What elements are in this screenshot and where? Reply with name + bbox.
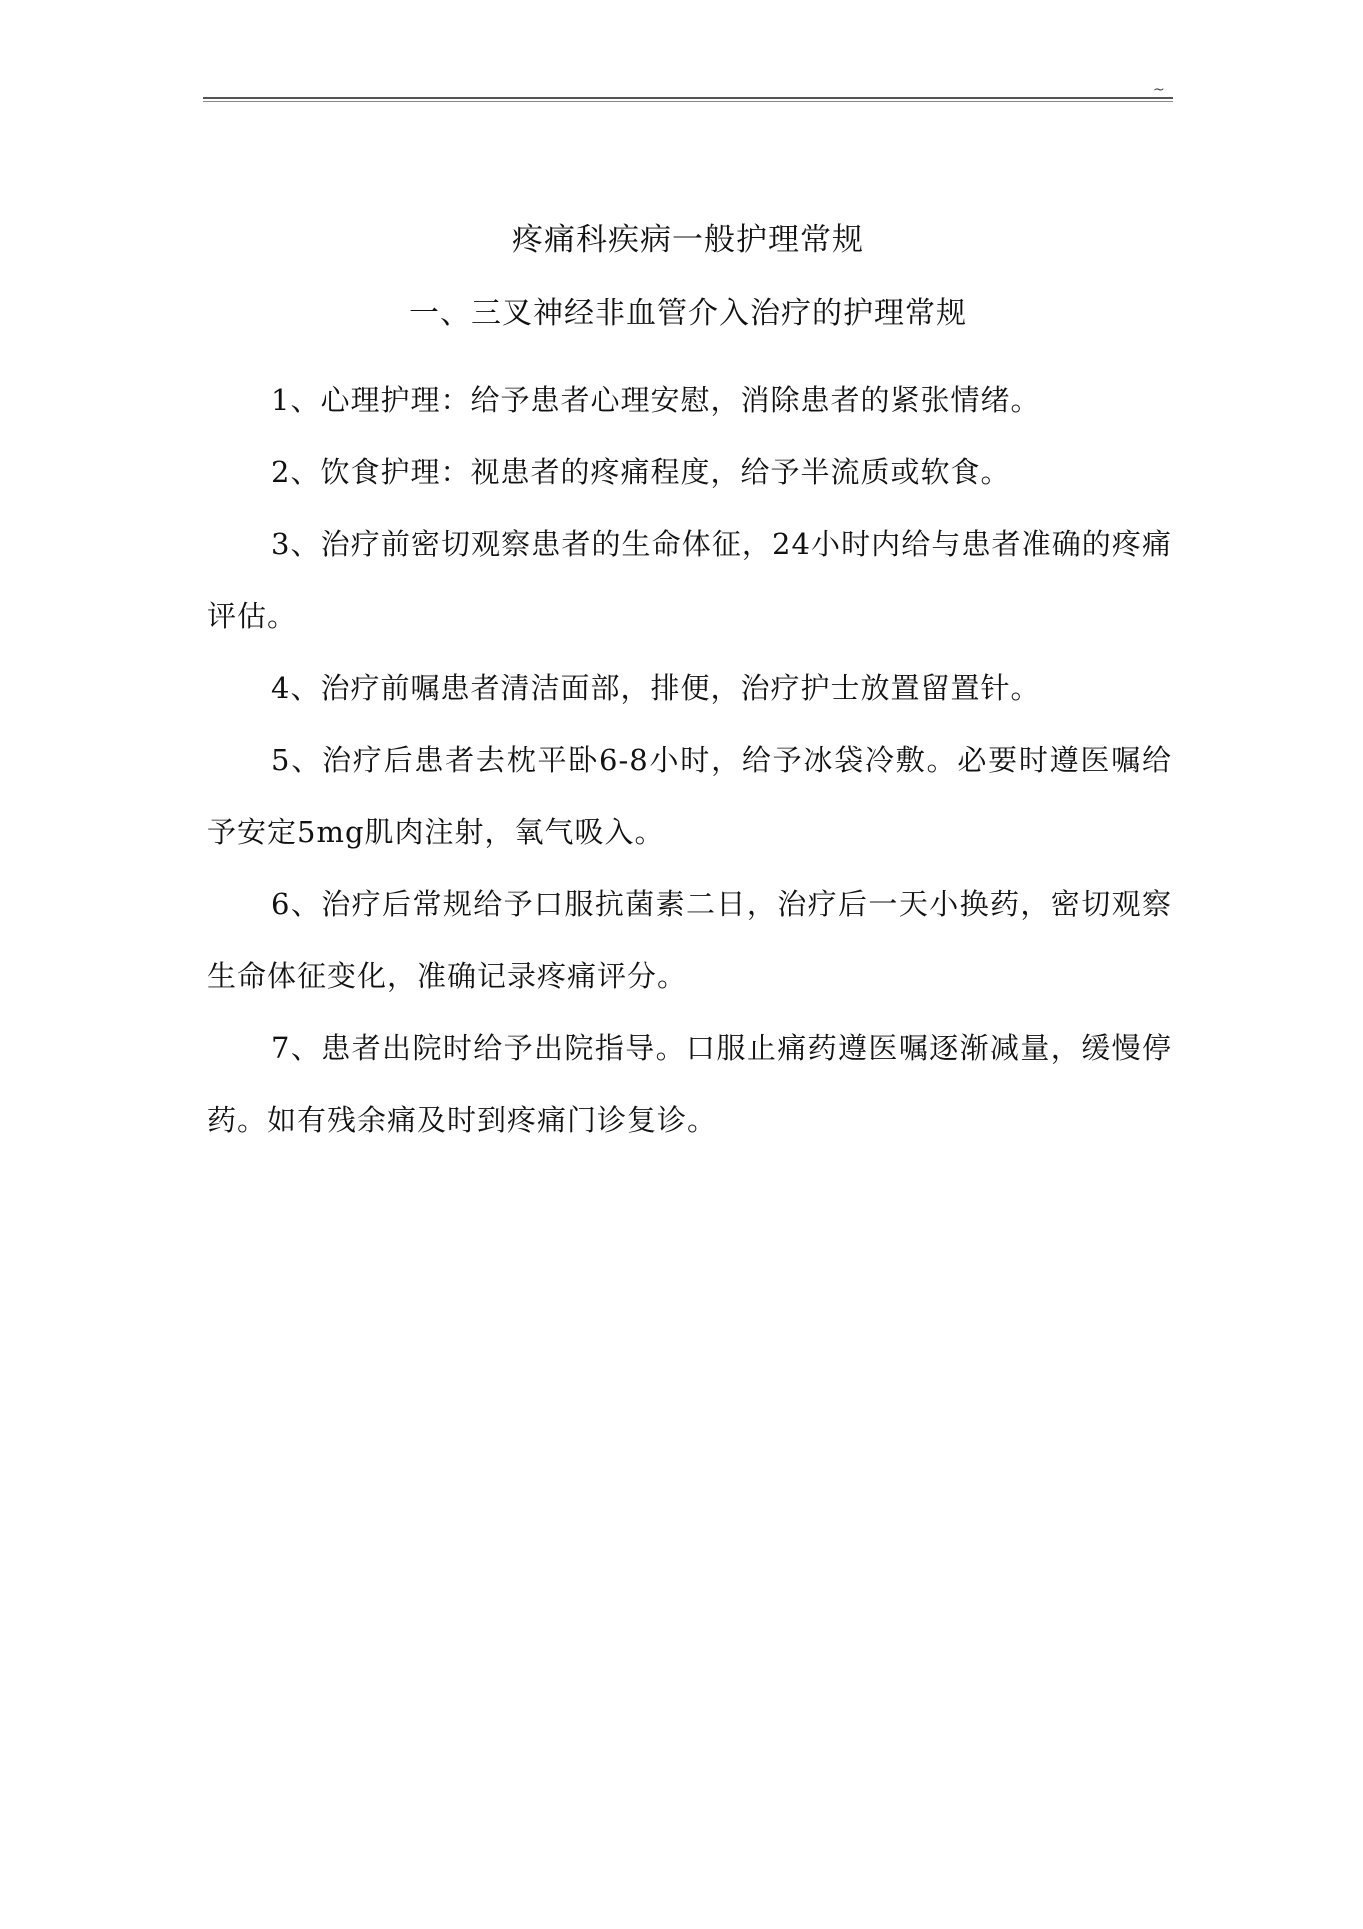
header-mark: ~ <box>1153 82 1165 98</box>
list-item: 4、治疗前嘱患者清洁面部，排便，治疗护士放置留置针。 <box>271 671 1041 705</box>
header-rule-secondary <box>203 101 1173 102</box>
document-title: 疼痛科疾病一般护理常规 <box>512 222 864 258</box>
list-item: 5、治疗后患者去枕平卧6-8小时，给予冰袋冷敷。必要时遵医嘱给予安定5mg肌肉注射，氧气吸入。 <box>207 743 1172 849</box>
list-item: 7、患者出院时给予出院指导。口服止痛药遵医嘱逐渐减量，缓慢停药。如有残余痛及时到疼痛门诊复诊。 <box>207 1031 1172 1137</box>
section-heading: 一、三叉神经非血管介入治疗的护理常规 <box>409 296 967 331</box>
list-item: 6、治疗后常规给予口服抗菌素二日，治疗后一天小换药，密切观察生命体征变化，准确记录疼痛评分。 <box>207 887 1172 993</box>
list-item: 1、心理护理：给予患者心理安慰，消除患者的紧张情绪。 <box>271 383 1041 417</box>
document-body <box>207 364 1172 1156</box>
list-item: 2、饮食护理：视患者的疼痛程度，给予半流质或软食。 <box>271 455 1011 489</box>
header-rule <box>203 97 1173 99</box>
list-item: 3、治疗前密切观察患者的生命体征，24小时内给与患者准确的疼痛评估。 <box>207 527 1172 633</box>
